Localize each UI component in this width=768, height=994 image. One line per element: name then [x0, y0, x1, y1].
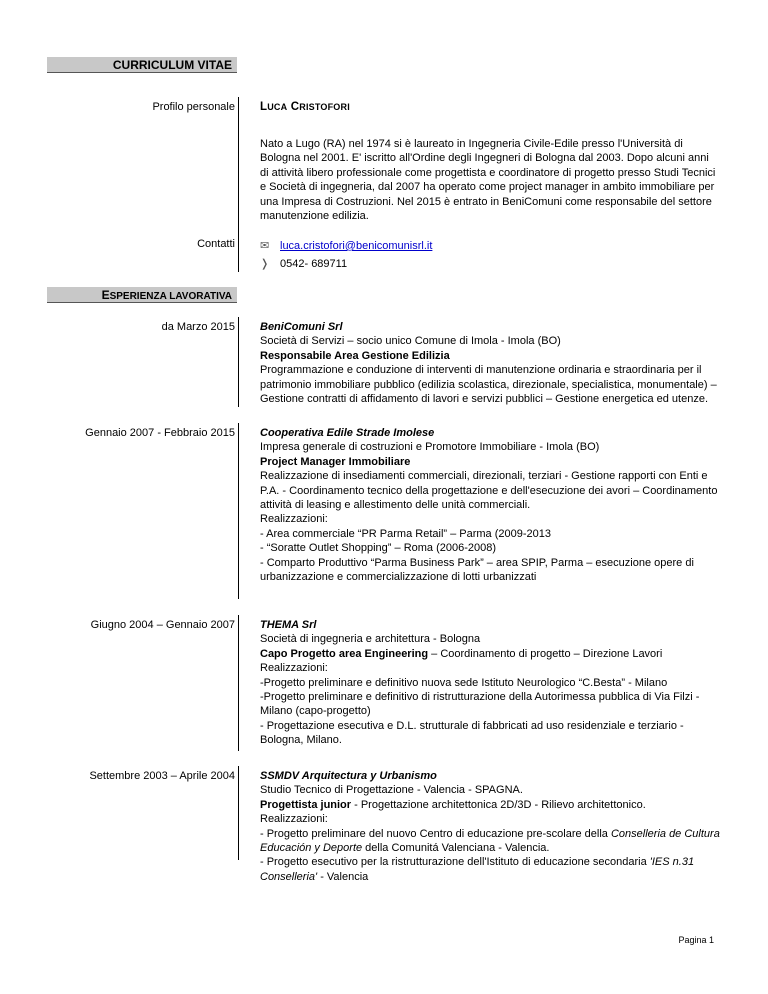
- job-period: Gennaio 2007 - Febbraio 2015: [85, 427, 235, 439]
- page-number: Pagina 1: [678, 935, 714, 945]
- job-details: Realizzazione di insediamenti commerciali, direzionali, terziari - Gestione rapporti con Enti e P.A. - Coordinamento tecnico della progettazione e dell'esecuzione dei avori – Coordinamento attività di leasing e allestimento delle unità commerciali.: [260, 470, 718, 512]
- job-period: Giugno 2004 – Gennaio 2007: [90, 619, 235, 631]
- job-entry: [260, 769, 720, 884]
- profile-name: LUCA CRISTOFORI: [260, 101, 350, 113]
- job-role: Project Manager Immobiliare: [260, 455, 411, 468]
- job-item: -Progetto preliminare e definitivo di ristrutturazione della Autorimessa pubblica di Via Filzi - Milano (capo-progetto): [260, 691, 700, 718]
- email-link[interactable]: luca.cristofori@benicomunisrl.it: [280, 240, 433, 252]
- job-divider: [238, 615, 239, 751]
- job-item: - Comparto Produttivo “Parma Business Park” – area SPIP, Parma – esecuzione opere di urbanizzazione e commercializzazione di lotti urbanizzati: [260, 556, 694, 584]
- job-item: - Progettazione esecutiva e D.L. strutturale di fabbricati ad uso residenziale e terziario - Bologna, Milano.: [260, 719, 684, 747]
- job-role: Responsabile Area Gestione Edilizia: [260, 349, 450, 362]
- job-entry: [260, 426, 720, 584]
- job-item: - “Soratte Outlet Shopping” – Roma (2006-2008): [260, 542, 497, 555]
- phone-number: 0542- 689711: [280, 258, 348, 270]
- profile-bio: Nato a Lugo (RA) nel 1974 si è laureato in Ingegneria Civile-Edile presso l'Università di Bologna nel 2001. E' iscritto all'Ordine degli Ingegneri di Bologna dal 2003. Dopo alcuni anni di attività libero professionale come progettista e coordinatore di progetto presso Studi Tecnici e Società di ingegneria, dal 2007 ha operato come project manager in ambito immobiliare per una Impresa di Costruzioni. Nel 2015 è entrato in BeniComuni come responsabile del settore manutenzione edilizia.: [260, 138, 716, 223]
- job-item: - Progetto preliminare del nuovo Centro di educazione pre-scolare della Conselleria de Cultura Educación y Deporte della Comunitá Valenciana - Valencia.: [260, 827, 720, 855]
- job-item: - Progetto esecutivo per la ristrutturazione dell'Istituto di educazione secondaria 'IES n.31 Conselleria' - Valencia: [260, 856, 695, 883]
- job-details: Programmazione e conduzione di interventi di manutenzione ordinaria e straordinaria per il patrimonio immobiliare pubblico (edilizia scolastica, direzionale, specialistica, monumentale) – Gestione contratti di affidamento di lavori e servizi pubblici – Gestione energetica ed utenze.: [260, 364, 717, 406]
- envelope-icon: ✉: [260, 240, 270, 252]
- profile-label: Profilo personale: [152, 101, 235, 113]
- phone-icon: ❭: [260, 258, 270, 270]
- job-role-line: Capo Progetto area Engineering – Coordinamento di progetto – Direzione Lavori: [260, 647, 663, 660]
- job-realizzazioni-label: Realizzazioni:: [260, 513, 328, 526]
- cv-title: CURRICULUM VITAE: [112, 58, 232, 72]
- job-divider: [238, 317, 239, 407]
- experience-title-bar: [47, 287, 237, 303]
- job-description: Studio Tecnico di Progettazione - Valencia - SPAGNA.: [260, 784, 523, 797]
- job-description: Società di ingegneria e architettura - Bologna: [260, 633, 481, 646]
- job-period: Settembre 2003 – Aprile 2004: [89, 770, 235, 782]
- job-divider: [238, 423, 239, 599]
- job-company: Cooperativa Edile Strade Imolese: [260, 427, 435, 439]
- job-role-line: Progettista junior - Progettazione architettonica 2D/3D - Rilievo architettonico.: [260, 798, 646, 811]
- contacts-label: Contatti: [197, 238, 235, 250]
- job-description: Società di Servizi – socio unico Comune di Imola - Imola (BO): [260, 335, 561, 348]
- job-description: Impresa generale di costruzioni e Promotore Immobiliare - Imola (BO): [260, 441, 600, 454]
- job-entry: [260, 618, 720, 748]
- job-item: -Progetto preliminare e definitivo nuova sede Istituto Neurologico “C.Besta” - Milano: [260, 676, 668, 689]
- job-period: da Marzo 2015: [161, 321, 235, 333]
- contacts-block: [260, 237, 720, 273]
- job-company: SSMDV Arquitectura y Urbanismo: [260, 770, 437, 782]
- job-company: BeniComuni Srl: [260, 321, 343, 333]
- job-realizzazioni-label: Realizzazioni:: [260, 813, 328, 826]
- profile-divider: [238, 97, 239, 272]
- cv-title-bar: [47, 57, 237, 73]
- experience-title: ESPERIENZA LAVORATIVA: [101, 288, 232, 302]
- job-company: THEMA Srl: [260, 619, 317, 631]
- job-item: - Area commerciale “PR Parma Retail” – Parma (2009-2013: [260, 527, 552, 540]
- job-realizzazioni-label: Realizzazioni:: [260, 662, 328, 675]
- job-divider: [238, 766, 239, 860]
- job-entry: [260, 320, 720, 406]
